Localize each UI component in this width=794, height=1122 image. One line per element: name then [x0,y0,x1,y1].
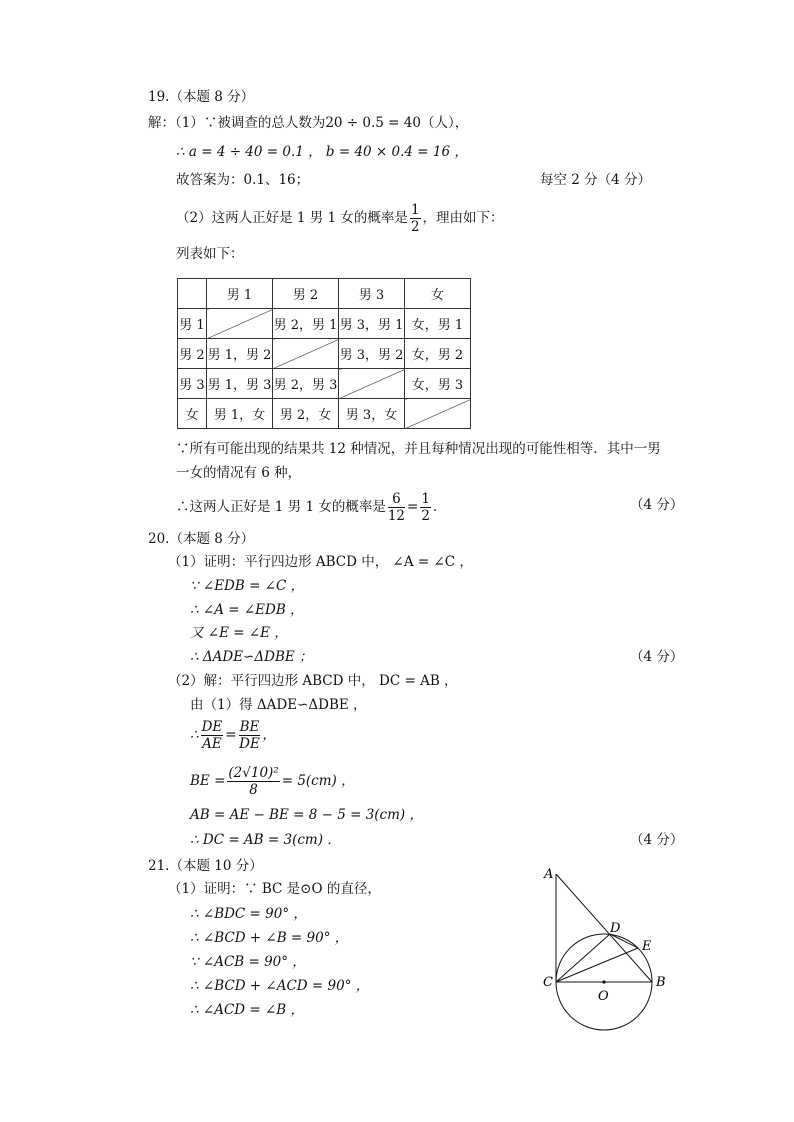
fraction-numerator: 6 [388,492,405,508]
q19-heading: 19.（本题 8 分） [148,89,255,105]
q20-line-10: AB = AE − BE = 8 − 5 = 3(cm) ， [190,807,423,823]
table-diagonal-cell [405,399,471,429]
q19-reason-2: 一女的情况有 6 种， [176,465,302,481]
be-prefix: BE = [190,773,226,789]
fraction-denominator: 2 [421,508,430,524]
q19-conclusion-suffix: ． [432,499,447,515]
fraction-denominator: DE [239,736,260,752]
fraction-denominator: 2 [410,219,420,235]
table-diagonal-cell [273,339,339,369]
label-o: O [598,989,609,1004]
table-diagonal-cell [207,309,273,339]
q20-line-6: （2）解：平行四边形 ABCD 中， DC = AB ， [168,673,458,689]
q20-line-1: （1）证明：平行四边形 ABCD 中， ∠A = ∠C ， [168,554,473,570]
q19-answer: 故答案为：0.1、16； [176,172,310,188]
table-cell: 女，男 1 [405,309,471,339]
q20-ratio-line [190,720,276,751]
label-d: D [610,921,621,936]
fraction-numerator: DE [201,719,223,735]
label-c: C [543,975,553,990]
table-header-row [178,279,471,309]
table-cell: 男 2，男 3 [273,369,339,399]
table-header-cell: 男 2 [273,279,339,309]
segment-de [610,934,638,948]
fraction-be-over-de [239,720,261,751]
table-header-cell: 男 3 [339,279,405,309]
table-cell: 男 1，男 3 [207,369,273,399]
q20-line-2: ∵ ∠EDB = ∠C ， [190,578,305,594]
table-header-cell: 女 [405,279,471,309]
table-header-cell [178,279,207,309]
q20-line-3: ∴ ∠A = ∠EDB ， [190,602,304,618]
table-cell: 男 3 [178,369,207,399]
table-cell: 女 [178,399,207,429]
q19-conclusion [176,492,446,523]
label-a: A [544,867,554,882]
fraction-denominator: AE [202,736,222,752]
fraction-numerator: (2√10)² [228,765,279,781]
q21-line-6: ∴ ∠ACD = ∠B ， [190,1002,305,1018]
circle-geometry-figure [538,862,678,1034]
q20-heading: 20.（本题 8 分） [148,531,255,547]
q19-score-2: （4 分） [630,497,684,513]
table-cell: 男 2，男 1 [273,309,339,339]
table-cell: 男 1，女 [207,399,273,429]
probability-table [177,278,471,429]
q19-part2-prefix: （2）这两人正好是 1 男 1 女的概率是 [176,210,408,226]
q20-be-line [190,766,355,797]
fraction-denominator: 12 [387,508,406,524]
q19-list-text: 列表如下： [176,246,244,262]
label-b: B [656,975,666,990]
q19-part2-suffix: ，理由如下： [422,210,504,226]
table-header-cell: 男 1 [207,279,273,309]
table-row [178,339,471,369]
table-cell: 女，男 3 [405,369,471,399]
table-row [178,309,471,339]
table-cell: 男 3，男 2 [339,339,405,369]
segment-cd [556,934,610,982]
table-cell: 男 3，女 [339,399,405,429]
q21-line-3: ∴ ∠BCD + ∠B = 90° ， [190,930,349,946]
fraction-numerator: BE [239,719,260,735]
q20-line-7: 由（1）得 ΔADE∽ΔDBE ， [190,697,367,713]
comma: ， [262,727,276,743]
be-suffix: = 5(cm) ， [281,773,355,789]
q19-line-1: 解：（1）∵被调查的总人数为20 ÷ 0.5 = 40（人）， [148,115,469,131]
fraction-denominator: 8 [249,782,258,798]
table-cell: 男 1 [178,309,207,339]
fraction-one-half [420,492,431,523]
table-cell: 男 3，男 1 [339,309,405,339]
table-row [178,399,471,429]
fraction-de-over-ae [201,720,224,751]
fraction-one-half [410,203,421,234]
therefore-symbol: ∴ [190,727,199,743]
q20-line-5: ∴ ΔADE∽ΔDBE ； [190,649,313,665]
fraction-numerator: 1 [410,202,420,218]
q21-line-5: ∴ ∠BCD + ∠ACD = 90° ， [190,978,370,994]
fraction-six-twelfths [388,492,405,523]
q19-reason-1: ∵所有可能出现的结果共 12 种情况，并且每种情况出现的可能性相等．其中一男 [176,441,661,457]
q20-line-4: 又 ∠E = ∠E ， [190,625,288,641]
table-row [178,369,471,399]
q20-score-2: （4 分） [630,832,684,848]
segment-ab [556,874,652,982]
q19-part2 [176,203,504,234]
q19-conclusion-prefix: ∴这两人正好是 1 男 1 女的概率是 [176,499,386,515]
table-cell: 女，男 2 [405,339,471,369]
q21-line-2: ∴ ∠BDC = 90° ， [190,906,307,922]
fraction-be-value [227,766,279,797]
center-point-o [602,980,605,983]
q19-line-2: ∴ a = 4 ÷ 40 = 0.1 ， b = 40 × 0.4 = 16 ， [176,144,468,160]
table-cell: 男 2，女 [273,399,339,429]
label-e: E [642,939,652,954]
equals-sign: = [407,499,419,515]
q20-line-11: ∴ DC = AB = 3(cm) ． [190,832,341,848]
segment-ce [556,948,638,982]
table-cell: 男 2 [178,339,207,369]
fraction-numerator: 1 [421,491,430,507]
equals-sign: = [225,727,237,743]
table-diagonal-cell [339,369,405,399]
table-cell: 男 1，男 2 [207,339,273,369]
q21-line-1: （1）证明：∵ BC 是⊙O 的直径， [168,881,381,897]
q21-line-4: ∵ ∠ACB = 90° ， [190,954,306,970]
q20-score-1: （4 分） [630,649,684,665]
q21-heading: 21.（本题 10 分） [148,858,263,874]
q19-score-1: 每空 2 分（4 分） [540,172,652,188]
